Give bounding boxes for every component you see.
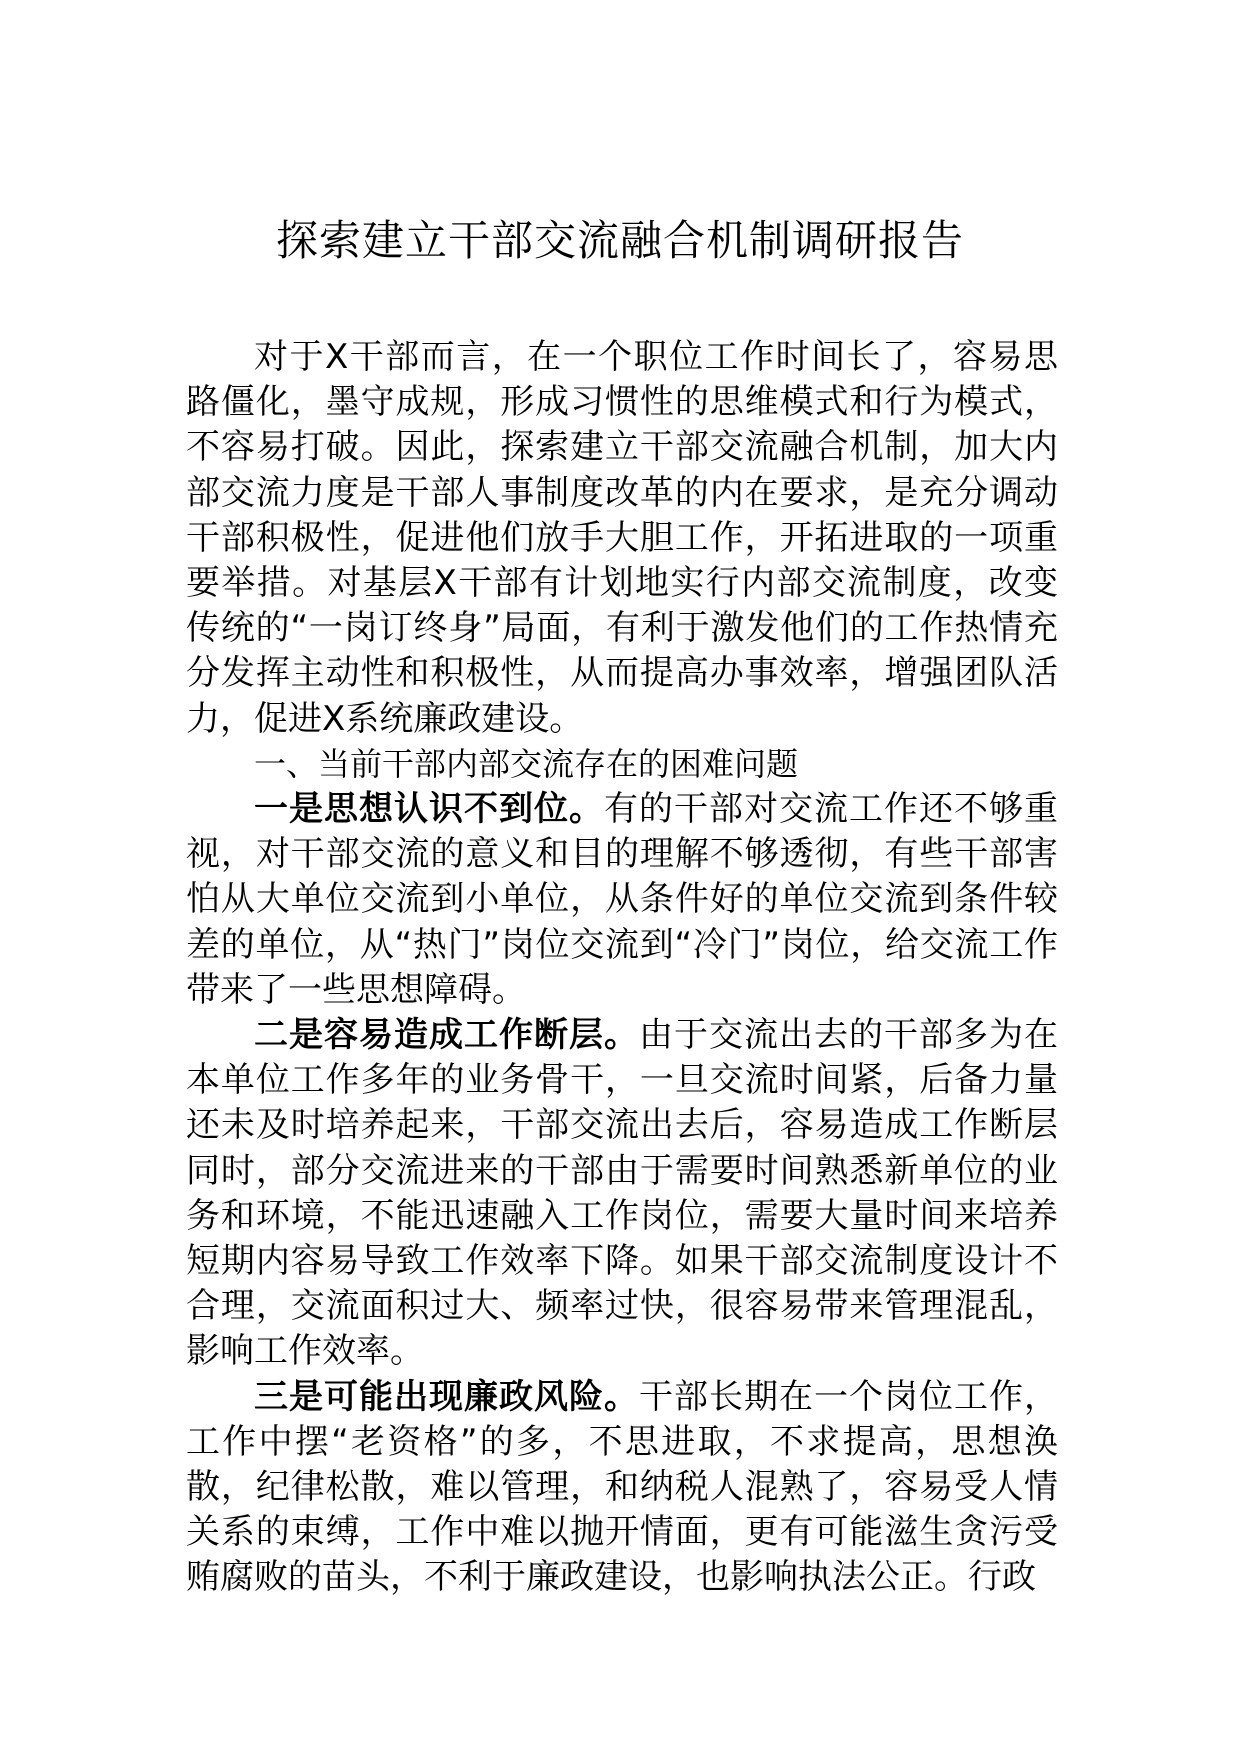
point-paragraph-3	[186, 1375, 1058, 1601]
point-paragraph-2	[186, 1013, 1058, 1375]
point-paragraph-1	[186, 787, 1058, 1013]
document-title: 探索建立干部交流融合机制调研报告	[275, 216, 964, 265]
point-text-2: 由于交流出去的干部多为在本单位工作多年的业务骨干，一旦交流时间紧，后备力量还未及时培养起来，干部交流出去后，容易造成工作断层同时，部分交流进来的干部由于需要时间熟悉新单位的业务和环境，不能迅速融入工作岗位，需要大量时间来培养短期内容易导致工作效率下降。如果干部交流制度设计不合理，交流面积过大、频率过快，很容易带来管理混乱，影响工作效率。	[186, 1015, 1058, 1372]
document-body	[186, 335, 1058, 1601]
point-lead-2: 二是容易造成工作断层。	[254, 1015, 639, 1056]
point-text-1: 有的干部对交流工作还不够重视，对干部交流的意义和目的理解不够透彻，有些干部害怕从大单位交流到小单位，从条件好的单位交流到条件较差的单位，从“热门”岗位交流到“冷门”岗位，给交流工作带来了一些思想障碍。	[186, 789, 1058, 1010]
section-heading: 一、当前干部内部交流存在的困难问题	[254, 744, 799, 783]
point-lead-1: 一是思想认识不到位。	[254, 789, 604, 830]
intro-paragraph: 对于X干部而言，在一个职位工作时间长了，容易思路僵化，墨守成规，形成习惯性的思维模式和行为模式，不容易打破。因此，探索建立干部交流融合机制，加大内部交流力度是干部人事制度改革的内在要求，是充分调动干部积极性，促进他们放手大胆工作，开拓进取的一项重要举措。对基层X干部有计划地实行内部交流制度，改变传统的“一岗订终身”局面，有利于激发他们的工作热情充分发挥主动性和积极性，从而提高办事效率，增强团队活力，促进X系统廉政建设。	[186, 337, 1058, 739]
point-text-3: 干部长期在一个岗位工作，工作中摆“老资格”的多，不思进取，不求提高，思想涣散，纪律松散，难以管理，和纳税人混熟了，容易受人情关系的束缚，工作中难以抛开情面，更有可能滋生贪污受贿腐败的苗头，不利于廉政建设，也影响执法公正。行政	[186, 1376, 1058, 1598]
point-lead-3: 三是可能出现廉政风险。	[254, 1376, 639, 1417]
